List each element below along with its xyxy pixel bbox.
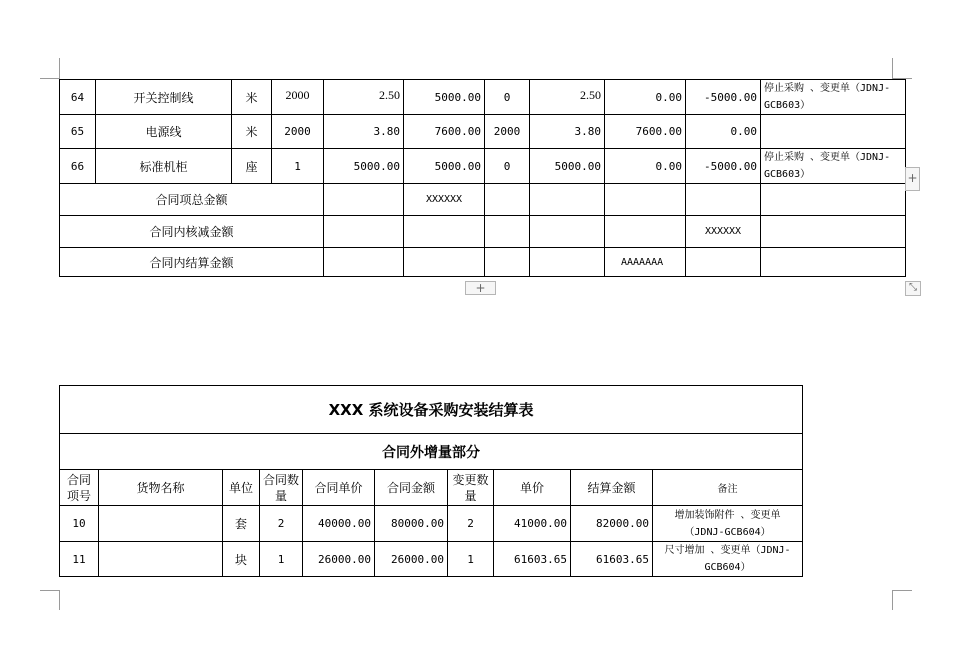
crop-mark xyxy=(40,590,60,591)
empty-cell xyxy=(485,248,530,277)
crop-mark xyxy=(59,590,60,610)
item-unit: 块 xyxy=(223,542,260,577)
settle-row xyxy=(60,248,906,277)
empty-cell xyxy=(761,184,906,216)
header-settle: 结算金额 xyxy=(571,470,653,506)
item-qty: 1 xyxy=(272,149,324,184)
item-settle: 7600.00 xyxy=(605,115,686,149)
empty-cell xyxy=(324,248,404,277)
item-no: 11 xyxy=(60,542,99,577)
item-unit-price: 2.50 xyxy=(530,80,605,115)
header-row xyxy=(60,470,803,506)
crop-mark xyxy=(892,590,893,610)
title-row xyxy=(60,386,803,434)
table-row xyxy=(60,115,906,149)
item-name: 电源线 xyxy=(96,115,232,149)
table-row xyxy=(60,542,803,577)
item-diff: -5000.00 xyxy=(686,80,761,115)
header-amount: 合同金额 xyxy=(375,470,448,506)
item-name xyxy=(99,506,223,542)
item-settle: 82000.00 xyxy=(571,506,653,542)
settle-value: AAAAAAA xyxy=(605,248,686,277)
item-diff: 0.00 xyxy=(686,115,761,149)
deduct-label: 合同内核减金额 xyxy=(60,216,324,248)
item-amount: 5000.00 xyxy=(404,80,485,115)
item-note: 停止采购 、变更单（JDNJ-GCB603） xyxy=(761,149,906,184)
item-no: 10 xyxy=(60,506,99,542)
section-title: 合同外增量部分 xyxy=(60,434,803,470)
item-change-qty: 0 xyxy=(485,80,530,115)
deduct-row xyxy=(60,216,906,248)
empty-cell xyxy=(605,184,686,216)
item-unit-price: 5000.00 xyxy=(530,149,605,184)
item-name: 标准机柜 xyxy=(96,149,232,184)
item-amount: 7600.00 xyxy=(404,115,485,149)
crop-mark xyxy=(40,78,60,79)
header-unit: 单位 xyxy=(223,470,260,506)
item-change-qty: 0 xyxy=(485,149,530,184)
item-name: 开关控制线 xyxy=(96,80,232,115)
header-no: 合同项号 xyxy=(60,470,99,506)
empty-cell xyxy=(404,248,485,277)
item-name xyxy=(99,542,223,577)
item-settle: 0.00 xyxy=(605,80,686,115)
empty-cell xyxy=(530,248,605,277)
item-qty: 2000 xyxy=(272,80,324,115)
item-unit: 套 xyxy=(223,506,260,542)
item-price: 3.80 xyxy=(324,115,404,149)
empty-cell xyxy=(485,184,530,216)
subtitle-row xyxy=(60,434,803,470)
item-price: 2.50 xyxy=(324,80,404,115)
table-row xyxy=(60,149,906,184)
item-unit-price: 3.80 xyxy=(530,115,605,149)
empty-cell xyxy=(530,184,605,216)
empty-cell xyxy=(404,216,485,248)
empty-cell xyxy=(686,184,761,216)
table-row xyxy=(60,80,906,115)
item-diff: -5000.00 xyxy=(686,149,761,184)
deduct-value: XXXXXX xyxy=(686,216,761,248)
page-title: XXX 系统设备采购安装结算表 xyxy=(60,386,803,434)
crop-mark xyxy=(892,590,912,591)
item-qty: 1 xyxy=(260,542,303,577)
table-row xyxy=(60,506,803,542)
settlement-table xyxy=(59,385,803,577)
empty-cell xyxy=(324,184,404,216)
item-unit: 米 xyxy=(232,80,272,115)
header-qty: 合同数量 xyxy=(260,470,303,506)
item-change-qty: 2 xyxy=(448,506,494,542)
item-qty: 2000 xyxy=(272,115,324,149)
item-change-qty: 2000 xyxy=(485,115,530,149)
header-name: 货物名称 xyxy=(99,470,223,506)
item-price: 5000.00 xyxy=(324,149,404,184)
header-note: 备注 xyxy=(653,470,803,506)
empty-cell xyxy=(485,216,530,248)
item-no: 65 xyxy=(60,115,96,149)
empty-cell xyxy=(761,248,906,277)
total-row xyxy=(60,184,906,216)
item-unit: 米 xyxy=(232,115,272,149)
item-settle: 61603.65 xyxy=(571,542,653,577)
contract-items-table xyxy=(59,79,906,277)
settle-label: 合同内结算金额 xyxy=(60,248,324,277)
header-price: 合同单价 xyxy=(303,470,375,506)
item-amount: 26000.00 xyxy=(375,542,448,577)
item-note: 增加装饰附件 、变更单（JDNJ-GCB604） xyxy=(653,506,803,542)
item-unit-price: 61603.65 xyxy=(494,542,571,577)
item-price: 40000.00 xyxy=(303,506,375,542)
item-note: 尺寸增加 、变更单（JDNJ-GCB604） xyxy=(653,542,803,577)
header-change-qty: 变更数量 xyxy=(448,470,494,506)
item-qty: 2 xyxy=(260,506,303,542)
item-no: 66 xyxy=(60,149,96,184)
item-change-qty: 1 xyxy=(448,542,494,577)
item-unit-price: 41000.00 xyxy=(494,506,571,542)
empty-cell xyxy=(324,216,404,248)
empty-cell xyxy=(530,216,605,248)
add-row-button[interactable]: + xyxy=(465,281,496,295)
resize-table-icon[interactable]: ⤡ xyxy=(905,281,921,296)
empty-cell xyxy=(761,216,906,248)
empty-cell xyxy=(686,248,761,277)
item-price: 26000.00 xyxy=(303,542,375,577)
crop-mark xyxy=(59,58,60,78)
item-no: 64 xyxy=(60,80,96,115)
item-note: 停止采购 、变更单（JDNJ-GCB603） xyxy=(761,80,906,115)
header-unit-price: 单价 xyxy=(494,470,571,506)
add-column-button[interactable]: + xyxy=(905,167,920,191)
total-label: 合同项总金额 xyxy=(60,184,324,216)
item-settle: 0.00 xyxy=(605,149,686,184)
total-value: XXXXXX xyxy=(404,184,485,216)
crop-mark xyxy=(892,58,893,78)
item-note xyxy=(761,115,906,149)
empty-cell xyxy=(605,216,686,248)
item-unit: 座 xyxy=(232,149,272,184)
item-amount: 80000.00 xyxy=(375,506,448,542)
item-amount: 5000.00 xyxy=(404,149,485,184)
